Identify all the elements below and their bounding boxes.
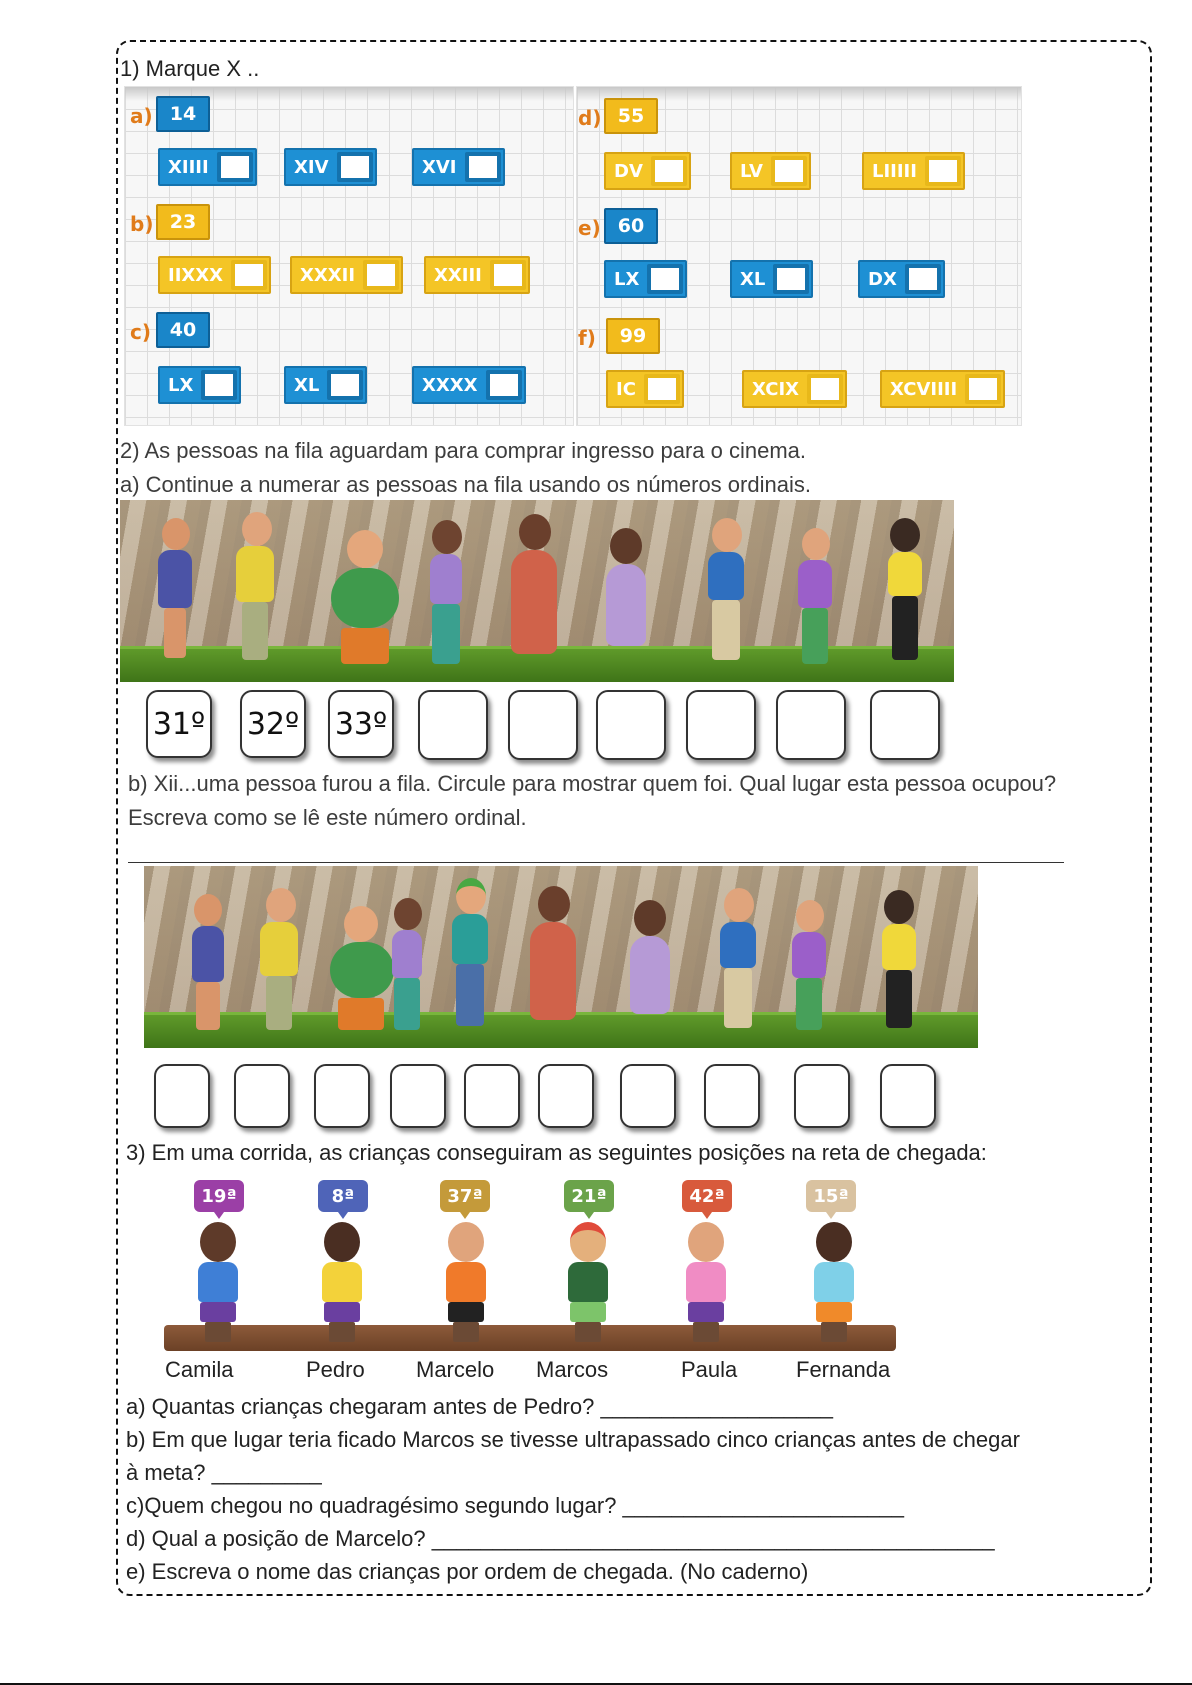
option-label: XIV: [294, 156, 329, 178]
item-a-option-2[interactable]: [284, 148, 377, 186]
item-a-option-3[interactable]: [412, 148, 505, 186]
q3-d: d) Qual a posição de Marcelo? ______________________________________________: [126, 1526, 995, 1551]
item-d-letter: d): [578, 106, 602, 130]
q3-intro: 3) Em uma corrida, as crianças conseguiram as seguintes posições na reta de chegada:: [126, 1140, 987, 1165]
checkbox[interactable]: [217, 152, 253, 182]
runner-paula: [676, 1222, 736, 1347]
item-b-option-1[interactable]: [158, 256, 271, 294]
checkbox[interactable]: [647, 264, 683, 294]
q2-b-instruction: b) Xii...uma pessoa furou a fila. Circule para mostrar quem foi. Qual lugar esta pessoa ocupou?: [128, 771, 1057, 796]
person: [420, 520, 470, 668]
checkbox[interactable]: [965, 374, 1001, 404]
q3-a: a) Quantas crianças chegaram antes de Pedro? ___________________: [126, 1394, 833, 1419]
q2-intro: 2) As pessoas na fila aguardam para comprar ingresso para o cinema.: [120, 438, 807, 463]
item-f-number: 99: [606, 318, 660, 354]
person: [880, 518, 930, 668]
person: [230, 512, 280, 668]
option-label: IIXXX: [168, 264, 224, 286]
person: [790, 528, 840, 668]
checkbox[interactable]: [651, 156, 687, 186]
position-badge-marcelo: 37ª: [440, 1180, 490, 1212]
answer-box-3[interactable]: [314, 1064, 370, 1128]
option-label: LIIIII: [872, 160, 917, 182]
answer-box-9[interactable]: [794, 1064, 850, 1128]
option-label: XL: [740, 268, 766, 290]
runner-name-fernanda: Fernanda: [796, 1357, 891, 1382]
answer-box-10[interactable]: [880, 1064, 936, 1128]
q2-a-instruction: a) Continue a numerar as pessoas na fila usando os números ordinais.: [120, 472, 811, 497]
answer-line: [128, 862, 1064, 863]
ordinal-card-8[interactable]: [776, 690, 846, 760]
item-c-option-2[interactable]: [284, 366, 367, 404]
ordinal-card-2[interactable]: 32º: [240, 690, 306, 758]
position-badge-marcos: 21ª: [564, 1180, 614, 1212]
runner-fernanda: [804, 1222, 864, 1347]
runner-name-camila: Camila: [165, 1357, 234, 1382]
q1-title: 1) Marque X ..: [120, 56, 260, 81]
option-label: XCIX: [752, 378, 800, 400]
option-label: XXXII: [300, 264, 356, 286]
answer-box-5[interactable]: [464, 1064, 520, 1128]
item-a-number: 14: [156, 96, 210, 132]
option-label: XIIII: [168, 156, 209, 178]
runner-name-marcos: Marcos: [536, 1357, 609, 1382]
checkbox[interactable]: [486, 370, 522, 400]
item-f-option-1[interactable]: [606, 370, 684, 408]
checkbox[interactable]: [925, 156, 961, 186]
item-a-option-1[interactable]: [158, 148, 257, 186]
option-label: DV: [614, 160, 643, 182]
item-e-option-1[interactable]: [604, 260, 687, 298]
position-badge-paula: 42ª: [682, 1180, 732, 1212]
checkbox[interactable]: [905, 264, 941, 294]
checkbox[interactable]: [337, 152, 373, 182]
q3-b-line1: b) Em que lugar teria ficado Marcos se tivesse ultrapassado cinco crianças antes de chegar: [126, 1427, 1020, 1452]
option-label: XVI: [422, 156, 457, 178]
runner-marcos: [558, 1222, 618, 1347]
person: [150, 518, 200, 668]
person-cutting-line[interactable]: [444, 878, 496, 1034]
person: [325, 530, 405, 668]
checkbox[interactable]: [363, 260, 399, 290]
checkbox[interactable]: [644, 374, 680, 404]
checkbox[interactable]: [773, 264, 809, 294]
item-b-letter: b): [130, 212, 154, 236]
q3-c: c)Quem chegou no quadragésimo segundo lugar? _______________________: [126, 1493, 904, 1518]
person: [524, 886, 582, 1034]
option-label: XL: [294, 374, 320, 396]
item-b-option-2[interactable]: [290, 256, 403, 294]
item-d-option-1[interactable]: [604, 152, 691, 190]
option-label: LX: [168, 374, 194, 396]
person: [600, 528, 652, 668]
runner-name-pedro: Pedro: [306, 1357, 365, 1382]
finish-track: [164, 1325, 896, 1351]
item-c-letter: c): [130, 320, 151, 344]
option-label: LX: [614, 268, 640, 290]
option-label: XCVIIII: [890, 378, 958, 400]
person: [712, 888, 764, 1034]
item-b-option-3[interactable]: [424, 256, 530, 294]
item-e-option-3[interactable]: [858, 260, 945, 298]
ordinal-card-1[interactable]: 31º: [146, 690, 212, 758]
item-d-number: 55: [604, 98, 658, 134]
q3-e: e) Escreva o nome das crianças por ordem de chegada. (No caderno): [126, 1559, 809, 1584]
person: [874, 890, 924, 1034]
option-label: IC: [616, 378, 636, 400]
q3-b-line2: à meta? _________: [126, 1460, 322, 1485]
ordinal-card-6[interactable]: [596, 690, 666, 760]
answer-box-4[interactable]: [390, 1064, 446, 1128]
item-c-number: 40: [156, 312, 210, 348]
ordinal-card-3[interactable]: 33º: [328, 690, 394, 758]
checkbox[interactable]: [771, 156, 807, 186]
queue-illustration-1: [120, 500, 954, 682]
person: [384, 898, 430, 1034]
item-a-letter: a): [130, 104, 153, 128]
item-c-option-1[interactable]: [158, 366, 241, 404]
checkbox[interactable]: [490, 260, 526, 290]
person: [784, 900, 834, 1034]
option-label: DX: [868, 268, 897, 290]
answer-box-2[interactable]: [234, 1064, 290, 1128]
item-e-number: 60: [604, 208, 658, 244]
item-f-option-2[interactable]: [742, 370, 847, 408]
answer-box-7[interactable]: [620, 1064, 676, 1128]
answer-box-6[interactable]: [538, 1064, 594, 1128]
answer-box-8[interactable]: [704, 1064, 760, 1128]
answer-box-1[interactable]: [154, 1064, 210, 1128]
option-label: XXIII: [434, 264, 482, 286]
runner-pedro: [312, 1222, 372, 1347]
runner-marcelo: [436, 1222, 496, 1347]
position-badge-camila: 19ª: [194, 1180, 244, 1212]
item-c-option-3[interactable]: [412, 366, 526, 404]
checkbox[interactable]: [231, 260, 267, 290]
ordinal-card-9[interactable]: [870, 690, 940, 760]
option-label: XXXX: [422, 374, 478, 396]
ordinal-card-7[interactable]: [686, 690, 756, 760]
person: [254, 888, 304, 1034]
runner-name-paula: Paula: [681, 1357, 738, 1382]
item-f-letter: f): [578, 326, 596, 350]
person: [624, 900, 676, 1034]
item-b-number: 23: [156, 204, 210, 240]
checkbox[interactable]: [807, 374, 843, 404]
checkbox[interactable]: [201, 370, 237, 400]
queue-illustration-2: [144, 866, 978, 1048]
person: [184, 894, 232, 1034]
runner-name-marcelo: Marcelo: [416, 1357, 495, 1382]
ordinal-card-5[interactable]: [508, 690, 578, 760]
option-label: LV: [740, 160, 763, 182]
q2-b-instruction-2: Escreva como se lê este número ordinal.: [128, 805, 527, 830]
checkbox[interactable]: [327, 370, 363, 400]
item-e-option-2[interactable]: [730, 260, 813, 298]
item-f-option-3[interactable]: [880, 370, 1005, 408]
position-badge-fernanda: 15ª: [806, 1180, 856, 1212]
runner-camila: [188, 1222, 248, 1347]
item-d-option-2[interactable]: [730, 152, 811, 190]
person: [700, 518, 752, 668]
person: [505, 514, 563, 668]
item-e-letter: e): [578, 216, 601, 240]
checkbox[interactable]: [465, 152, 501, 182]
item-d-option-3[interactable]: [862, 152, 965, 190]
ordinal-card-4[interactable]: [418, 690, 488, 760]
position-badge-pedro: 8ª: [318, 1180, 368, 1212]
